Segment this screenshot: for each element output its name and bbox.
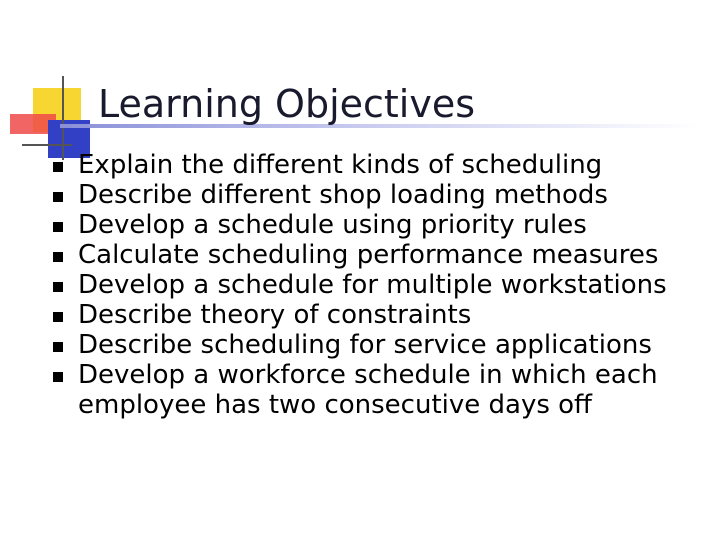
square-bullet-icon [53, 282, 63, 292]
list-item-text: Describe theory of constraints [78, 300, 472, 330]
decorative-vertical-line [62, 76, 64, 160]
slide-title: Learning Objectives [98, 82, 476, 126]
list-item [50, 180, 715, 210]
list-item [50, 300, 715, 330]
list-item [50, 330, 715, 360]
list-item-text: Describe different shop loading methods [78, 180, 608, 210]
objectives-list [50, 150, 715, 420]
list-item-text: Develop a schedule for multiple workstations [78, 270, 667, 300]
square-bullet-icon [53, 252, 63, 262]
list-item-text: Develop a workforce schedule in which each employee has two consecutive days off [78, 360, 658, 420]
list-item-text: Explain the different kinds of scheduling [78, 150, 603, 180]
list-item [50, 360, 715, 420]
square-bullet-icon [53, 372, 63, 382]
list-item-text: Calculate scheduling performance measures [78, 240, 659, 270]
square-bullet-icon [53, 192, 63, 202]
square-bullet-icon [53, 342, 63, 352]
list-item-text: Describe scheduling for service applications [78, 330, 652, 360]
list-item [50, 240, 715, 270]
list-item [50, 270, 715, 300]
decorative-horizontal-line [22, 144, 72, 146]
list-item [50, 210, 715, 240]
square-bullet-icon [53, 222, 63, 232]
list-item-text: Develop a schedule using priority rules [78, 210, 587, 240]
square-bullet-icon [53, 162, 63, 172]
list-item [50, 150, 715, 180]
square-bullet-icon [53, 312, 63, 322]
